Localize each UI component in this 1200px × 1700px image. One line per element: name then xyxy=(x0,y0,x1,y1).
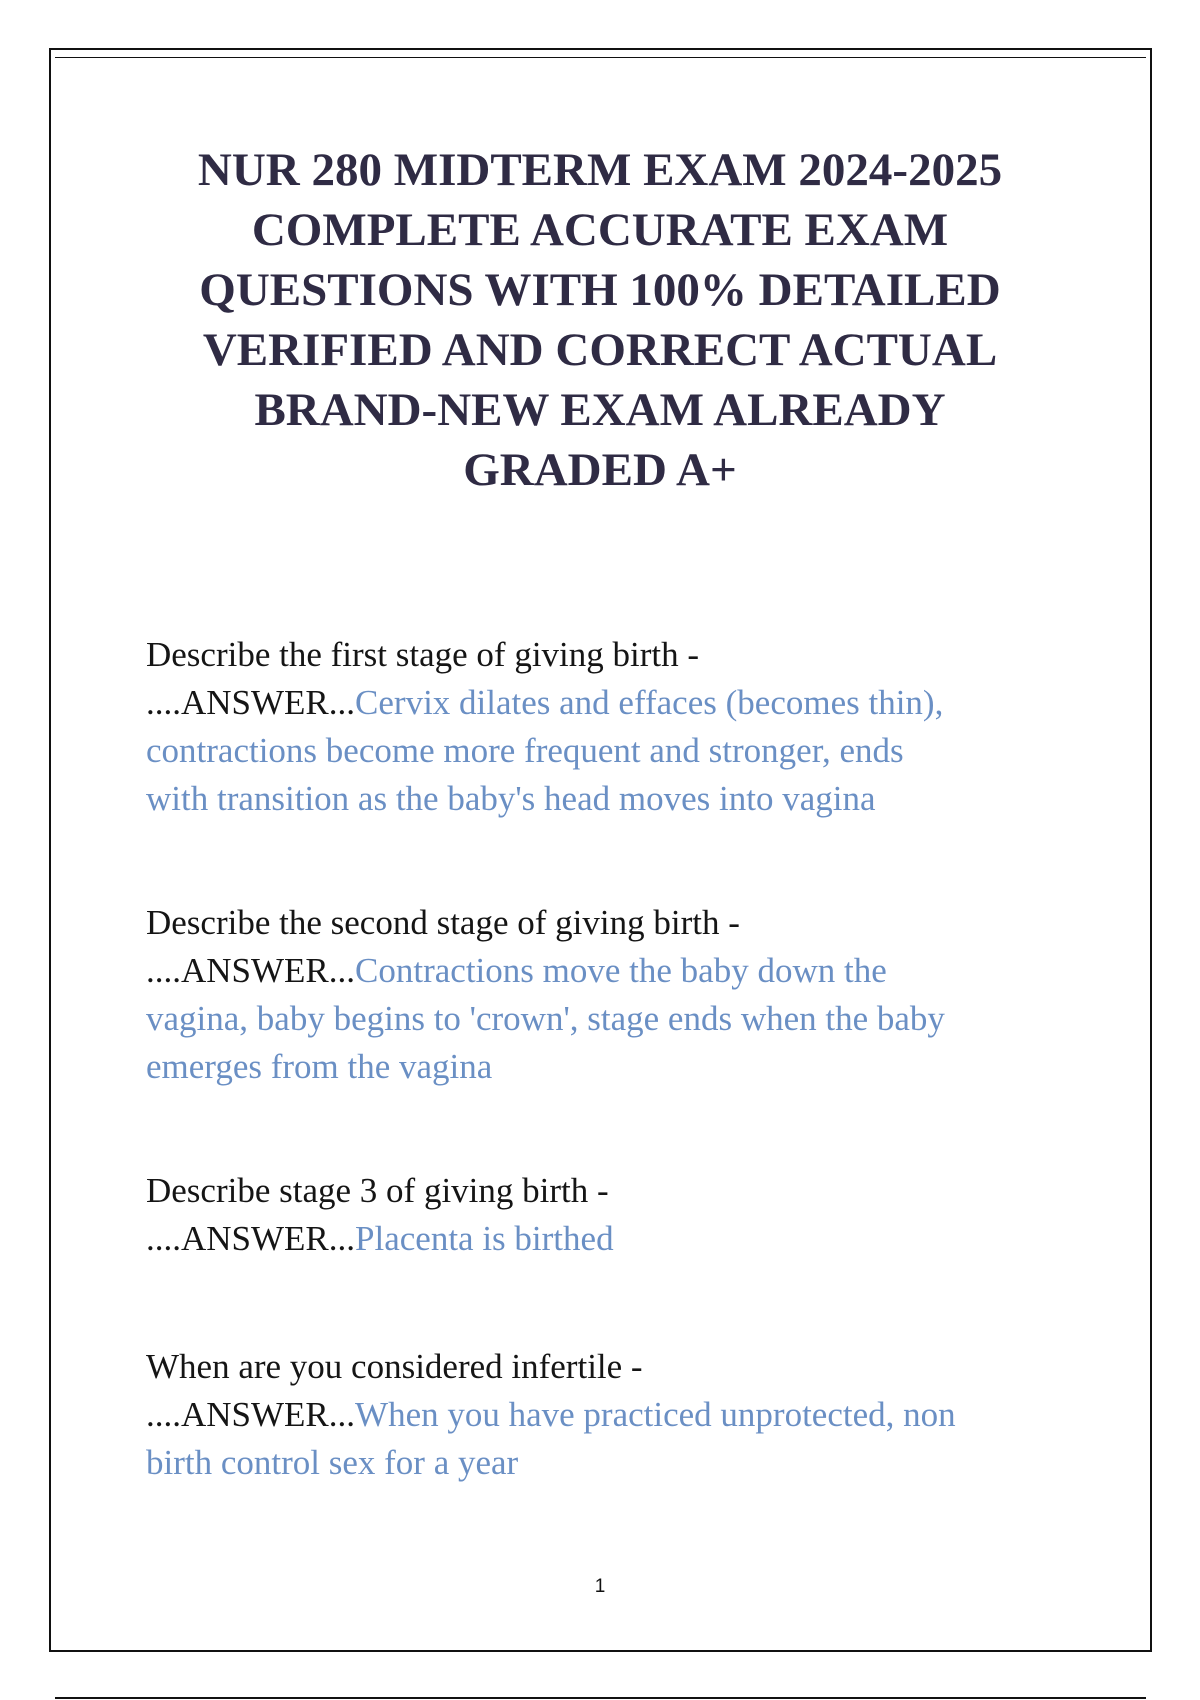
qa-block-4 xyxy=(146,1343,1066,1487)
page-border-inner-rule xyxy=(55,57,1146,58)
answer-text: Contractions move the baby down the xyxy=(355,951,887,990)
answer-text: vagina, baby begins to 'crown', stage ends when the baby xyxy=(146,999,945,1038)
title-line: QUESTIONS WITH 100% DETAILED xyxy=(199,264,1001,316)
answer-prefix: ....ANSWER... xyxy=(146,683,356,722)
qa-block-2 xyxy=(146,899,1066,1091)
answer-line xyxy=(146,679,1066,727)
answer-text: Cervix dilates and effaces (becomes thin), xyxy=(355,683,944,722)
qa-block-3 xyxy=(146,1167,1066,1263)
answer-text: Placenta is birthed xyxy=(355,1219,614,1258)
answer-line xyxy=(146,1215,1066,1263)
bottom-rule xyxy=(55,1697,1146,1699)
answer-prefix: ....ANSWER... xyxy=(146,951,356,990)
title-line: BRAND-NEW EXAM ALREADY xyxy=(254,384,946,436)
answer-text: When you have practiced unprotected, non xyxy=(355,1395,956,1434)
page-number: 1 xyxy=(594,1576,606,1597)
question-text: Describe stage 3 of giving birth - xyxy=(146,1171,609,1210)
document-title xyxy=(110,140,1090,500)
answer-line xyxy=(146,947,1066,995)
title-line: NUR 280 MIDTERM EXAM 2024-2025 xyxy=(197,144,1003,196)
answer-text: birth control sex for a year xyxy=(146,1443,519,1482)
question-text: Describe the first stage of giving birth - xyxy=(146,635,700,674)
question-text: When are you considered infertile - xyxy=(146,1347,643,1386)
answer-text: with transition as the baby's head moves into vagina xyxy=(146,779,876,818)
question-text: Describe the second stage of giving birth - xyxy=(146,903,740,942)
title-line: VERIFIED AND CORRECT ACTUAL xyxy=(202,324,998,376)
qa-block-1 xyxy=(146,631,1066,823)
answer-text: contractions become more frequent and stronger, ends xyxy=(146,731,904,770)
answer-prefix: ....ANSWER... xyxy=(146,1395,356,1434)
answer-text: emerges from the vagina xyxy=(146,1047,493,1086)
answer-line xyxy=(146,1391,1066,1439)
title-line: COMPLETE ACCURATE EXAM xyxy=(251,204,949,256)
title-line: GRADED A+ xyxy=(463,444,737,496)
answer-prefix: ....ANSWER... xyxy=(146,1219,356,1258)
